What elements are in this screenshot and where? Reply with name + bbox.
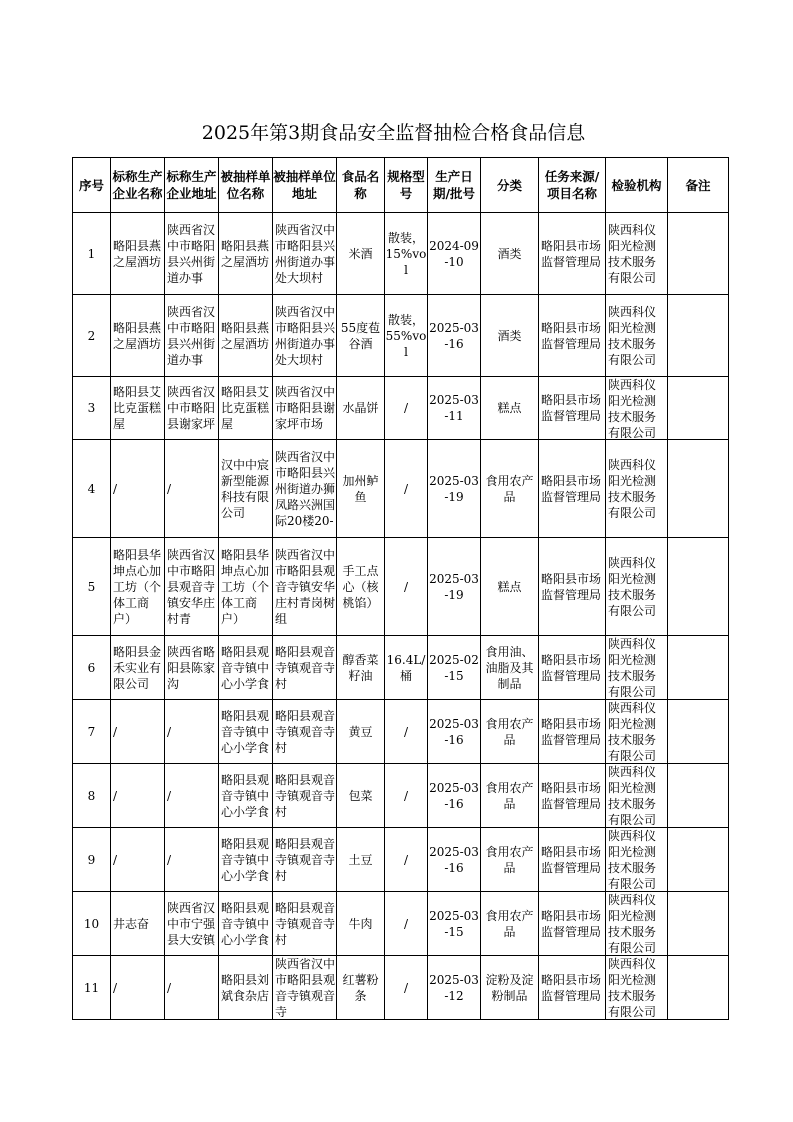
cell-producer-name <box>111 538 165 636</box>
production-date-text: 2025-03-12 <box>429 972 479 1003</box>
cell-inspection-lab <box>606 956 668 1020</box>
cell-category <box>481 213 539 295</box>
cell-row-number <box>73 213 111 295</box>
cell-note <box>668 295 729 377</box>
cell-spec <box>385 828 428 892</box>
cell-producer-name <box>111 700 165 764</box>
cell-food-name <box>337 295 385 377</box>
spec-text: / <box>403 724 409 739</box>
sampled-unit-name-text: 略阳县艾比克蛋糕屋 <box>221 385 270 431</box>
cell-sampled-unit-address <box>273 700 337 764</box>
cell-sampled-unit-address <box>273 636 337 700</box>
producer-name-text: / <box>113 980 118 995</box>
producer-name-text: 略阳县华坤点心加工坊（个体工商户） <box>113 547 162 626</box>
task-source-text: 略阳县市场监督管理局 <box>541 320 602 351</box>
cell-category <box>481 377 539 440</box>
cell-producer-address <box>165 636 219 700</box>
cell-task-source <box>539 892 606 956</box>
row-number-text: 5 <box>87 579 96 594</box>
sampled-unit-name-text: 略阳县燕之屋酒坊 <box>221 238 270 269</box>
cell-inspection-lab <box>606 892 668 956</box>
cell-food-name <box>337 700 385 764</box>
cell-sampled-unit-address <box>273 538 337 636</box>
inspection-lab-text: 陕西科仪阳光检测技术服务有限公司 <box>608 893 657 955</box>
cell-producer-address <box>165 440 219 538</box>
production-date-text: 2025-03-16 <box>429 780 479 811</box>
cell-category <box>481 892 539 956</box>
header-cell: 序号 <box>73 158 111 213</box>
inspection-lab-text: 陕西科仪阳光检测技术服务有限公司 <box>608 765 657 827</box>
cell-food-name <box>337 440 385 538</box>
header-cell: 被抽样单位名称 <box>219 158 273 213</box>
cell-sampled-unit-name <box>219 764 273 828</box>
cell-spec <box>385 956 428 1020</box>
production-date-text: 2025-02-15 <box>429 652 479 683</box>
food-name-text: 包菜 <box>348 788 373 803</box>
task-source-text: 略阳县市场监督管理局 <box>541 716 602 747</box>
food-name-text: 黄豆 <box>348 724 373 739</box>
food-name-text: 55度苞谷酒 <box>340 320 381 351</box>
table-body <box>73 213 729 1020</box>
cell-producer-address <box>165 377 219 440</box>
row-number-text: 1 <box>87 246 96 261</box>
sampled-unit-name-text: 略阳县刘斌食杂店 <box>221 972 270 1003</box>
category-text: 食用油、油脂及其制品 <box>485 644 534 691</box>
cell-task-source <box>539 377 606 440</box>
inspection-lab-text: 陕西科仪阳光检测技术服务有限公司 <box>608 957 657 1019</box>
task-source-text: 略阳县市场监督管理局 <box>541 972 602 1003</box>
sampled-unit-name-text: 略阳县观音寺镇中心小学食 <box>221 772 270 819</box>
category-text: 酒类 <box>497 328 522 343</box>
row-number-text: 7 <box>87 724 96 739</box>
task-source-text: 略阳县市场监督管理局 <box>541 393 602 423</box>
cell-task-source <box>539 700 606 764</box>
spec-text: 散装，55%vol <box>385 312 427 359</box>
sampled-unit-name-text: 略阳县观音寺镇中心小学食 <box>221 900 270 947</box>
cell-inspection-lab <box>606 700 668 764</box>
cell-sampled-unit-name <box>219 440 273 538</box>
cell-sampled-unit-name <box>219 295 273 377</box>
cell-note <box>668 538 729 636</box>
spec-text: 散装，15%vol <box>385 230 427 277</box>
cell-sampled-unit-address <box>273 440 337 538</box>
cell-row-number <box>73 956 111 1020</box>
cell-spec <box>385 764 428 828</box>
task-source-text: 略阳县市场监督管理局 <box>541 908 602 939</box>
cell-sampled-unit-address <box>273 764 337 828</box>
cell-row-number <box>73 377 111 440</box>
producer-address-text: / <box>167 852 172 867</box>
spec-text: 16.4L/桶 <box>386 652 426 683</box>
sampled-unit-address-text: 陕西省汉中市略阳县谢家坪市场 <box>275 385 336 431</box>
row-number-text: 2 <box>87 328 96 343</box>
cell-inspection-lab <box>606 440 668 538</box>
cell-category <box>481 956 539 1020</box>
cell-producer-name <box>111 892 165 956</box>
cell-sampled-unit-name <box>219 213 273 295</box>
cell-sampled-unit-address <box>273 892 337 956</box>
cell-inspection-lab <box>606 377 668 440</box>
cell-food-name <box>337 377 385 440</box>
cell-sampled-unit-name <box>219 377 273 440</box>
inspection-lab-text: 陕西科仪阳光检测技术服务有限公司 <box>608 222 657 285</box>
producer-address-text: 陕西省汉中市略阳县兴州街道办事 <box>167 222 216 285</box>
cell-producer-name <box>111 377 165 440</box>
cell-sampled-unit-address <box>273 828 337 892</box>
food-name-text: 加州鲈鱼 <box>342 473 379 504</box>
cell-food-name <box>337 956 385 1020</box>
cell-note <box>668 213 729 295</box>
producer-name-text: / <box>113 724 118 739</box>
header-cell: 任务来源/项目名称 <box>539 158 606 213</box>
row-number-text: 10 <box>83 916 100 931</box>
cell-producer-address <box>165 700 219 764</box>
cell-producer-address <box>165 764 219 828</box>
table-row <box>73 764 729 828</box>
cell-category <box>481 764 539 828</box>
inspection-lab-text: 陕西科仪阳光检测技术服务有限公司 <box>608 378 657 439</box>
cell-spec <box>385 538 428 636</box>
sampled-unit-name-text: 略阳县观音寺镇中心小学食 <box>221 644 270 691</box>
table-row <box>73 956 729 1020</box>
producer-address-text: / <box>167 481 172 496</box>
cell-inspection-lab <box>606 538 668 636</box>
cell-inspection-lab <box>606 764 668 828</box>
food-name-text: 土豆 <box>348 852 373 867</box>
inspection-lab-text: 陕西科仪阳光检测技术服务有限公司 <box>608 701 657 763</box>
cell-production-date <box>428 538 481 636</box>
spec-text: / <box>403 852 409 867</box>
cell-task-source <box>539 538 606 636</box>
cell-producer-address <box>165 213 219 295</box>
cell-sampled-unit-name <box>219 700 273 764</box>
cell-producer-name <box>111 828 165 892</box>
cell-production-date <box>428 377 481 440</box>
producer-name-text: 井志奋 <box>113 916 150 931</box>
producer-address-text: / <box>167 788 172 803</box>
category-text: 糕点 <box>497 401 522 415</box>
cell-producer-address <box>165 892 219 956</box>
production-date-text: 2025-03-16 <box>429 320 479 351</box>
cell-row-number <box>73 636 111 700</box>
cell-sampled-unit-name <box>219 956 273 1020</box>
food-name-text: 米酒 <box>348 246 373 261</box>
header-cell: 备注 <box>668 158 729 213</box>
cell-task-source <box>539 956 606 1020</box>
cell-production-date <box>428 700 481 764</box>
producer-address-text: / <box>167 724 172 739</box>
cell-producer-name <box>111 956 165 1020</box>
cell-task-source <box>539 213 606 295</box>
cell-production-date <box>428 892 481 956</box>
inspection-lab-text: 陕西科仪阳光检测技术服务有限公司 <box>608 304 657 367</box>
spec-text: / <box>403 916 409 931</box>
cell-sampled-unit-name <box>219 538 273 636</box>
sampled-unit-address-text: 陕西省汉中市略阳县观音寺镇观音寺 <box>275 957 336 1019</box>
sampled-unit-address-text: 略阳县观音寺镇观音寺村 <box>275 900 336 947</box>
row-number-text: 6 <box>87 660 96 675</box>
inspection-lab-text: 陕西科仪阳光检测技术服务有限公司 <box>608 829 657 891</box>
cell-producer-name <box>111 440 165 538</box>
cell-category <box>481 538 539 636</box>
cell-row-number <box>73 538 111 636</box>
sampled-unit-address-text: 略阳县观音寺镇观音寺村 <box>275 772 336 819</box>
cell-producer-name <box>111 764 165 828</box>
sampled-unit-name-text: 略阳县观音寺镇中心小学食 <box>221 708 270 755</box>
sampled-unit-address-text: 陕西省汉中市略阳县兴州街道办事处大坝村 <box>275 222 336 285</box>
cell-row-number <box>73 764 111 828</box>
spec-text: / <box>403 401 409 415</box>
cell-spec <box>385 636 428 700</box>
category-text: 淀粉及淀粉制品 <box>485 972 534 1003</box>
table-header-row <box>73 158 729 213</box>
food-name-text: 红薯粉条 <box>342 972 379 1003</box>
header-cell: 标称生产企业地址 <box>165 158 219 213</box>
cell-producer-address <box>165 828 219 892</box>
cell-note <box>668 892 729 956</box>
inspection-lab-text: 陕西科仪阳光检测技术服务有限公司 <box>608 457 657 520</box>
task-source-text: 略阳县市场监督管理局 <box>541 652 602 683</box>
sampled-unit-address-text: 略阳县观音寺镇观音寺村 <box>275 644 336 691</box>
cell-spec <box>385 440 428 538</box>
cell-producer-address <box>165 538 219 636</box>
header-cell: 标称生产企业名称 <box>111 158 165 213</box>
task-source-text: 略阳县市场监督管理局 <box>541 844 602 875</box>
cell-production-date <box>428 956 481 1020</box>
cell-sampled-unit-address <box>273 295 337 377</box>
producer-name-text: 略阳县燕之屋酒坊 <box>113 238 162 269</box>
category-text: 食用农产品 <box>485 473 534 504</box>
spec-text: / <box>403 579 409 594</box>
cell-producer-address <box>165 295 219 377</box>
table-row <box>73 636 729 700</box>
cell-production-date <box>428 764 481 828</box>
sampled-unit-address-text: 略阳县观音寺镇观音寺村 <box>275 708 336 755</box>
cell-row-number <box>73 700 111 764</box>
cell-production-date <box>428 828 481 892</box>
producer-address-text: 陕西省汉中市宁强县大安镇 <box>167 900 216 947</box>
cell-note <box>668 440 729 538</box>
cell-category <box>481 828 539 892</box>
producer-name-text: / <box>113 481 118 496</box>
cell-food-name <box>337 636 385 700</box>
inspection-lab-text: 陕西科仪阳光检测技术服务有限公司 <box>608 637 657 699</box>
sampled-unit-address-text: 陕西省汉中市略阳县兴州街道办事处大坝村 <box>275 304 336 367</box>
cell-food-name <box>337 538 385 636</box>
row-number-text: 8 <box>87 788 96 803</box>
cell-inspection-lab <box>606 828 668 892</box>
cell-sampled-unit-address <box>273 213 337 295</box>
spec-text: / <box>403 980 409 995</box>
cell-producer-name <box>111 213 165 295</box>
cell-producer-name <box>111 295 165 377</box>
header-cell: 食品名称 <box>337 158 385 213</box>
cell-row-number <box>73 295 111 377</box>
food-name-text: 手工点心（核桃馅） <box>342 563 379 610</box>
table-row <box>73 892 729 956</box>
producer-address-text: 陕西省汉中市略阳县兴州街道办事 <box>167 304 216 367</box>
cell-sampled-unit-address <box>273 377 337 440</box>
cell-task-source <box>539 295 606 377</box>
producer-address-text: 陕西省汉中市略阳县谢家坪 <box>167 385 216 431</box>
cell-category <box>481 440 539 538</box>
cell-note <box>668 764 729 828</box>
sampled-unit-name-text: 略阳县观音寺镇中心小学食 <box>221 836 270 883</box>
header-cell: 生产日期/批号 <box>428 158 481 213</box>
cell-food-name <box>337 828 385 892</box>
cell-inspection-lab <box>606 295 668 377</box>
cell-inspection-lab <box>606 636 668 700</box>
production-date-text: 2025-03-16 <box>429 844 479 875</box>
header-cell: 被抽样单位地址 <box>273 158 337 213</box>
header-cell: 分类 <box>481 158 539 213</box>
cell-food-name <box>337 213 385 295</box>
cell-producer-address <box>165 956 219 1020</box>
production-date-text: 2025-03-11 <box>429 393 479 423</box>
header-cell: 检验机构 <box>606 158 668 213</box>
category-text: 食用农产品 <box>485 780 534 811</box>
category-text: 食用农产品 <box>485 908 534 939</box>
row-number-text: 3 <box>87 401 96 415</box>
category-text: 食用农产品 <box>485 844 534 875</box>
cell-note <box>668 828 729 892</box>
food-name-text: 牛肉 <box>348 916 373 931</box>
cell-production-date <box>428 440 481 538</box>
cell-sampled-unit-address <box>273 956 337 1020</box>
sampled-unit-name-text: 汉中中宸新型能源科技有限公司 <box>221 457 270 520</box>
cell-production-date <box>428 213 481 295</box>
cell-row-number <box>73 440 111 538</box>
production-date-text: 2025-03-19 <box>429 571 479 602</box>
row-number-text: 9 <box>87 852 96 867</box>
production-date-text: 2024-09-10 <box>429 238 479 269</box>
producer-address-text: / <box>167 980 172 995</box>
table-row <box>73 295 729 377</box>
task-source-text: 略阳县市场监督管理局 <box>541 780 602 811</box>
task-source-text: 略阳县市场监督管理局 <box>541 238 602 269</box>
cell-spec <box>385 700 428 764</box>
row-number-text: 11 <box>83 980 100 995</box>
producer-address-text: 陕西省汉中市略阳县观音寺镇安华庄村青 <box>167 547 216 626</box>
table-row <box>73 440 729 538</box>
cell-sampled-unit-name <box>219 636 273 700</box>
food-name-text: 水晶饼 <box>342 401 379 415</box>
food-name-text: 醇香菜籽油 <box>342 652 379 683</box>
cell-production-date <box>428 636 481 700</box>
cell-sampled-unit-name <box>219 828 273 892</box>
spec-text: / <box>403 788 409 803</box>
cell-spec <box>385 892 428 956</box>
cell-note <box>668 700 729 764</box>
cell-task-source <box>539 636 606 700</box>
cell-task-source <box>539 764 606 828</box>
cell-note <box>668 377 729 440</box>
cell-note <box>668 636 729 700</box>
producer-name-text: 略阳县艾比克蛋糕屋 <box>113 385 162 431</box>
header-cell: 规格型号 <box>385 158 428 213</box>
category-text: 酒类 <box>497 246 522 261</box>
cell-food-name <box>337 764 385 828</box>
sampled-unit-name-text: 略阳县燕之屋酒坊 <box>221 320 270 351</box>
producer-name-text: / <box>113 852 118 867</box>
inspection-lab-text: 陕西科仪阳光检测技术服务有限公司 <box>608 555 657 618</box>
category-text: 糕点 <box>497 579 522 594</box>
cell-food-name <box>337 892 385 956</box>
table-row <box>73 213 729 295</box>
cell-task-source <box>539 828 606 892</box>
cell-producer-name <box>111 636 165 700</box>
task-source-text: 略阳县市场监督管理局 <box>541 473 602 504</box>
cell-category <box>481 295 539 377</box>
table-row <box>73 538 729 636</box>
spec-text: / <box>403 481 409 496</box>
cell-row-number <box>73 828 111 892</box>
cell-note <box>668 956 729 1020</box>
sampled-unit-address-text: 陕西省汉中市略阳县兴州街道办狮凤路兴洲国际20楼20- <box>275 449 336 528</box>
cell-production-date <box>428 295 481 377</box>
cell-spec <box>385 295 428 377</box>
category-text: 食用农产品 <box>485 716 534 747</box>
sampled-unit-address-text: 陕西省汉中市略阳县观音寺镇安华庄村青岗树组 <box>275 547 336 626</box>
table-row <box>73 828 729 892</box>
producer-address-text: 陕西省略阳县陈家沟 <box>167 644 216 691</box>
food-inspection-table <box>72 157 729 1020</box>
table-row <box>73 700 729 764</box>
cell-task-source <box>539 440 606 538</box>
cell-category <box>481 636 539 700</box>
producer-name-text: / <box>113 788 118 803</box>
task-source-text: 略阳县市场监督管理局 <box>541 571 602 602</box>
sampled-unit-name-text: 略阳县华坤点心加工坊（个体工商户） <box>221 547 270 626</box>
cell-category <box>481 700 539 764</box>
production-date-text: 2025-03-16 <box>429 716 479 747</box>
cell-row-number <box>73 892 111 956</box>
sampled-unit-address-text: 略阳县观音寺镇观音寺村 <box>275 836 336 883</box>
page-title: 2025年第3期食品安全监督抽检合格食品信息 <box>201 122 586 144</box>
producer-name-text: 略阳县燕之屋酒坊 <box>113 320 162 351</box>
table-row <box>73 377 729 440</box>
row-number-text: 4 <box>87 481 96 496</box>
cell-spec <box>385 377 428 440</box>
cell-sampled-unit-name <box>219 892 273 956</box>
production-date-text: 2025-03-19 <box>429 473 479 504</box>
producer-name-text: 略阳县金禾实业有限公司 <box>113 644 162 691</box>
production-date-text: 2025-03-15 <box>429 908 479 939</box>
cell-inspection-lab <box>606 213 668 295</box>
cell-spec <box>385 213 428 295</box>
